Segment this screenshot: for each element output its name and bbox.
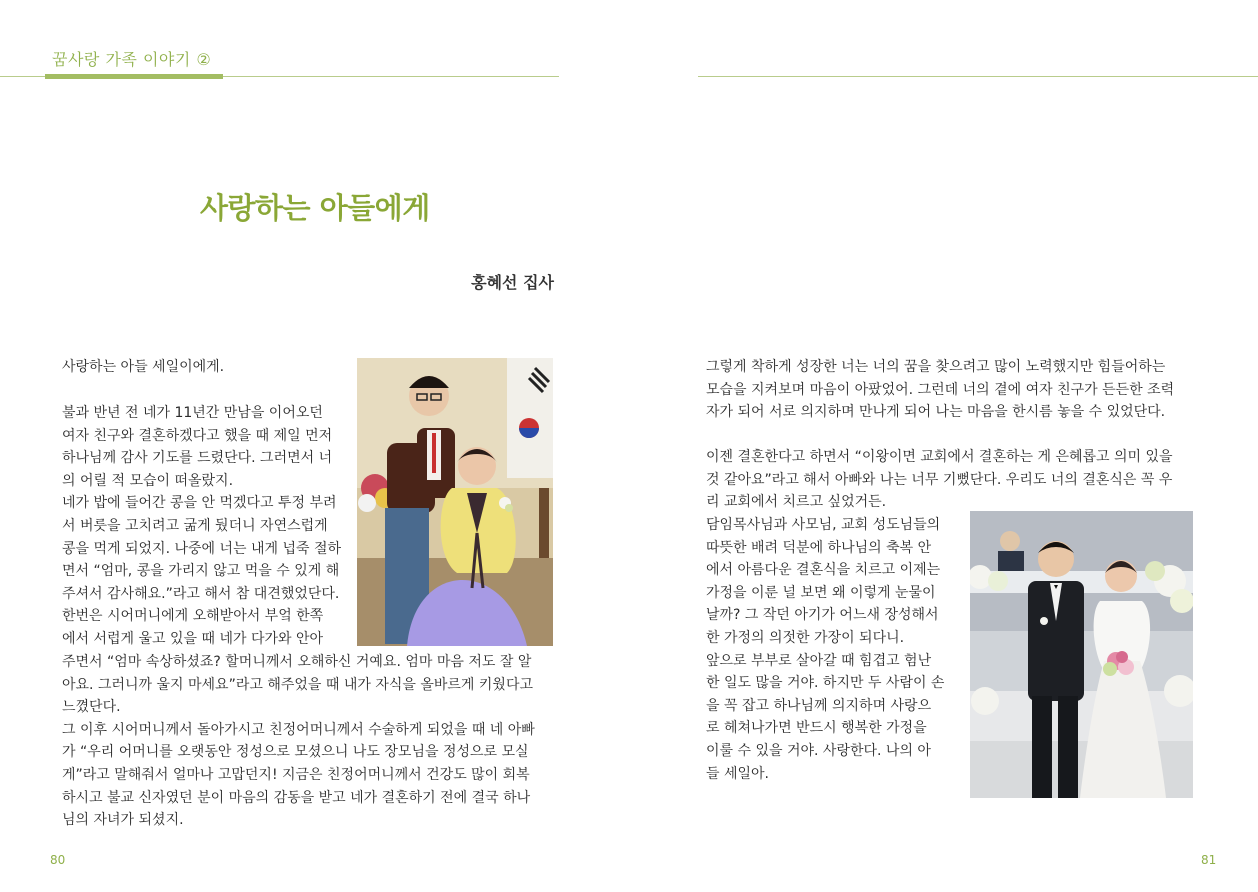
text-line: 면서 “엄마, 콩을 가리지 않고 먹을 수 있게 해 (62, 563, 340, 580)
text-line: 주셔서 감사해요.”라고 해서 참 대견했었단다. (62, 585, 340, 602)
text-line: 이젠 결혼한다고 하면서 “이왕이면 교회에서 결혼하는 게 은혜롭고 의미 있을 (706, 449, 1173, 465)
header-rule-accent (45, 74, 223, 79)
text-line: 가정을 이룬 널 보면 왜 이렇게 눈물이 (706, 584, 936, 601)
text-line: 의 어릴 적 모습이 떠올랐지. (62, 472, 234, 489)
text-line: 을 꼭 잡고 하나님께 의지하며 사랑으 (706, 697, 932, 714)
right-paragraph-1 (706, 356, 1206, 424)
text-line: 모습을 지켜보며 마음이 아팠었어. 그런데 너의 곁에 여자 친구가 든든한 조력 (706, 381, 1175, 398)
text-line: 따뜻한 배려 덕분에 하나님의 축복 안 (706, 539, 932, 556)
greeting (62, 356, 352, 379)
text-line: 주면서 “엄마 속상하셨죠? 할머니께서 오해하신 거예요. 엄마 마음 저도 잘 알 (62, 654, 532, 670)
text-line: 여자 친구와 결혼하겠다고 했을 때 제일 먼저 (62, 427, 333, 444)
section-header: 꿈사랑 가족 이야기 ② (52, 50, 212, 69)
text-line: 한 가정의 의젓한 가장이 되다니. (706, 629, 905, 646)
article-title: 사랑하는 아들에게 (200, 191, 430, 225)
mother-son-photo (357, 358, 553, 646)
text-line: 아요. 그러니까 울지 마세요”라고 해주었을 때 내가 자식을 올바르게 키웠다고 (62, 676, 533, 693)
text-line: 들 세일아. (706, 765, 769, 782)
text-line: 리 교회에서 치르고 싶었거든. (706, 494, 887, 511)
text-line: 콩을 먹게 되었지. 나중에 너는 내게 넙죽 절하 (62, 540, 342, 557)
text-line: 앞으로 부부로 살아갈 때 힘겹고 험난 (706, 652, 932, 669)
text-line: 한 일도 많을 거야. 하지만 두 사람이 손 (706, 675, 945, 692)
right-paragraph-2 (706, 446, 1206, 514)
text-line: 서 버릇을 고치려고 굶게 뒀더니 자연스럽게 (62, 517, 328, 534)
left-narrow-column (62, 402, 352, 651)
page-number-right: 81 (1201, 853, 1217, 867)
article-author: 홍혜선 집사 (471, 273, 554, 292)
left-wide-column (62, 651, 558, 832)
text-line: 가 “우리 어머니를 오랫동안 정성으로 모셨으니 나도 장모님을 정성으로 모실 (62, 744, 529, 761)
page-number-left: 80 (50, 853, 66, 867)
right-narrow-column (706, 514, 964, 785)
text-line: 것 같아요”라고 해서 아빠와 나는 너무 기뻤단다. 우리도 너의 결혼식은 꼭 우 (706, 471, 1173, 488)
text-line: 에서 아름다운 결혼식을 치르고 이제는 (706, 562, 941, 579)
text-line: 네가 밥에 들어간 콩을 안 먹겠다고 투정 부려 (62, 495, 337, 512)
text-line: 하나님께 감사 기도를 드렸단다. 그러면서 너 (62, 450, 333, 467)
text-line: 그렇게 착하게 성장한 너는 너의 꿈을 찾으려고 많이 노력했지만 힘들어하는 (706, 359, 1166, 375)
text-line: 불과 반년 전 네가 11년간 만남을 이어오던 (62, 405, 323, 421)
text-line: 그 이후 시어머니께서 돌아가시고 친정어머니께서 수술하게 되었을 때 네 아빠 (62, 721, 535, 738)
text-line: 게”라고 말해줘서 얼마나 고맙던지! 지금은 친정어머니께서 건강도 많이 회복 (62, 766, 530, 783)
text-line: 담임목사님과 사모님, 교회 성도님들의 (706, 517, 941, 533)
text-line: 이룰 수 있을 거야. 사랑한다. 나의 아 (706, 742, 931, 759)
text-line: 날까? 그 작던 아기가 어느새 장성해서 (706, 607, 939, 624)
greeting-line: 사랑하는 아들 세일이에게. (62, 359, 225, 375)
text-line: 자가 되어 서로 의지하며 만나게 되어 나는 마음을 한시름 놓을 수 있었단다. (706, 404, 1166, 421)
header-rule-right (698, 76, 1258, 77)
wedding-photo (970, 511, 1193, 798)
text-line: 하시고 불교 신자였던 분이 마음의 감동을 받고 네가 결혼하기 전에 결국 하나 (62, 789, 531, 806)
text-line: 에서 서럽게 울고 있을 때 네가 다가와 안아 (62, 630, 324, 647)
text-line: 한번은 시어머니에게 오해받아서 부엌 한쪽 (62, 608, 324, 625)
text-line: 님의 자녀가 되셨지. (62, 812, 184, 829)
text-line: 느꼈단다. (62, 699, 121, 716)
text-line: 로 헤쳐나가면 반드시 행복한 가정을 (706, 720, 927, 737)
